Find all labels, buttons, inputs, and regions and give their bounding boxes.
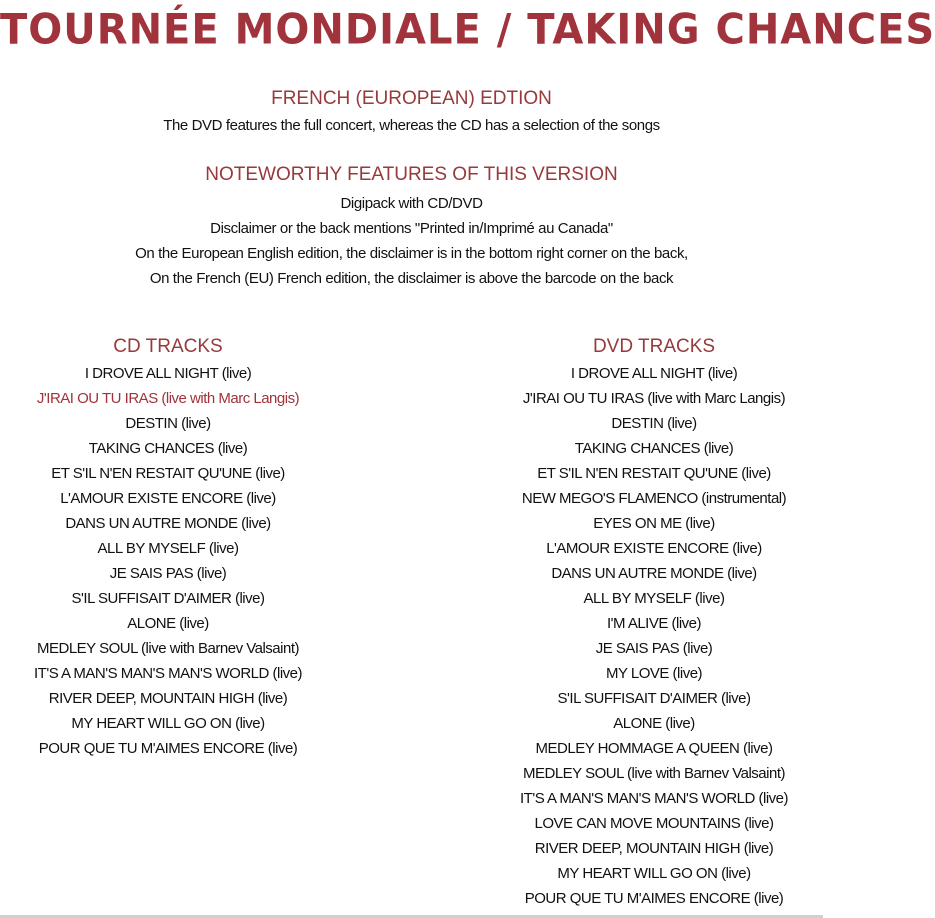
dvd-track: RIVER DEEP, MOUNTAIN HIGH (live) [534, 840, 774, 857]
dvd-track: POUR QUE TU M'AIMES ENCORE (live) [524, 890, 784, 907]
dvd-track: L'AMOUR EXISTE ENCORE (live) [546, 540, 762, 557]
page-title: TOURNÉE MONDIALE / TAKING CHANCES [0, 5, 935, 55]
cd-track: RIVER DEEP, MOUNTAIN HIGH (live) [48, 690, 288, 707]
dvd-tracks-heading: DVD TRACKS [592, 336, 716, 357]
dvd-track-list [486, 361, 822, 911]
dvd-track: I'M ALIVE (live) [606, 615, 702, 632]
edition-heading: FRENCH (EUROPEAN) EDTION [271, 88, 552, 109]
dvd-track: I DROVE ALL NIGHT (live) [570, 365, 738, 382]
dvd-track: IT'S A MAN'S MAN'S MAN'S WORLD (live) [520, 790, 788, 807]
cd-track: TAKING CHANCES (live) [88, 440, 248, 457]
dvd-track: MEDLEY HOMMAGE A QUEEN (live) [535, 740, 773, 757]
dvd-track: ET S'IL N'EN RESTAIT QU'UNE (live) [537, 465, 771, 482]
features-list [0, 191, 823, 291]
features-heading: NOTEWORTHY FEATURES OF THIS VERSION [205, 164, 618, 185]
cd-track: ET S'IL N'EN RESTAIT QU'UNE (live) [51, 465, 285, 482]
dvd-track: MY HEART WILL GO ON (live) [557, 865, 751, 882]
dvd-track: J'IRAI OU TU IRAS (live with Marc Langis) [522, 390, 786, 407]
dvd-track: LOVE CAN MOVE MOUNTAINS (live) [534, 815, 774, 832]
cd-track: ALONE (live) [127, 615, 209, 632]
dvd-track: TAKING CHANCES (live) [574, 440, 734, 457]
feature-item: Digipack with CD/DVD [340, 195, 483, 212]
dvd-track: NEW MEGO'S FLAMENCO (instrumental) [521, 490, 787, 507]
cd-tracks-heading: CD TRACKS [113, 336, 223, 357]
cd-track-list [0, 361, 336, 761]
cd-track: ALL BY MYSELF (live) [97, 540, 239, 557]
dvd-track: MEDLEY SOUL (live with Barnev Valsaint) [523, 765, 785, 782]
cd-track: DESTIN (live) [125, 415, 211, 432]
dvd-track: ALONE (live) [613, 715, 695, 732]
cd-tracks-column [0, 335, 336, 761]
feature-item: Disclaimer or the back mentions "Printed in/Imprimé au Canada" [210, 220, 613, 237]
dvd-track: ALL BY MYSELF (live) [583, 590, 725, 607]
cd-track: MY HEART WILL GO ON (live) [71, 715, 265, 732]
cd-track: L'AMOUR EXISTE ENCORE (live) [60, 490, 276, 507]
cd-track: MEDLEY SOUL (live with Barnev Valsaint) [37, 640, 299, 657]
dvd-track: JE SAIS PAS (live) [595, 640, 713, 657]
dvd-track: DANS UN AUTRE MONDE (live) [551, 565, 757, 582]
dvd-track: EYES ON ME (live) [593, 515, 715, 532]
cd-track-highlighted: J'IRAI OU TU IRAS (live with Marc Langis) [36, 390, 300, 407]
dvd-track: S'IL SUFFISAIT D'AIMER (live) [557, 690, 751, 707]
cd-track: JE SAIS PAS (live) [109, 565, 227, 582]
cd-track: DANS UN AUTRE MONDE (live) [65, 515, 271, 532]
cd-track: POUR QUE TU M'AIMES ENCORE (live) [38, 740, 298, 757]
dvd-tracks-column [486, 335, 822, 911]
cd-track: IT'S A MAN'S MAN'S MAN'S WORLD (live) [34, 665, 302, 682]
cd-track: I DROVE ALL NIGHT (live) [84, 365, 252, 382]
cd-track: S'IL SUFFISAIT D'AIMER (live) [71, 590, 265, 607]
dvd-track: MY LOVE (live) [605, 665, 703, 682]
dvd-track: DESTIN (live) [611, 415, 697, 432]
feature-item: On the French (EU) French edition, the disclaimer is above the barcode on the back [149, 270, 674, 287]
edition-description: The DVD features the full concert, whereas the CD has a selection of the songs [163, 117, 660, 134]
feature-item: On the European English edition, the disclaimer is in the bottom right corner on the back, [135, 245, 688, 262]
